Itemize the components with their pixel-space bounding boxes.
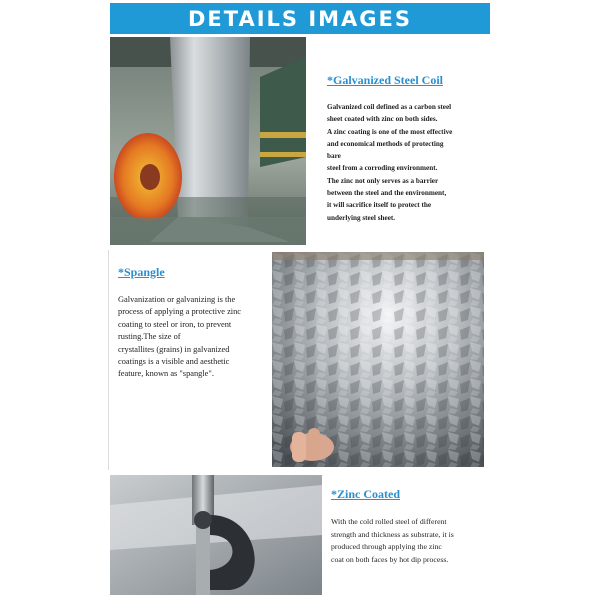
text-line: With the cold rolled steel of different	[331, 517, 447, 526]
section-divider	[108, 250, 109, 470]
spangle-photo	[272, 252, 484, 467]
text-line: steel from a corroding environment.	[327, 164, 438, 173]
text-line: and economical methods of protecting	[327, 139, 444, 148]
section-text-zinc	[331, 516, 454, 566]
banner-title: DETAILS IMAGES	[187, 6, 413, 31]
text-line: between the steel and the environment,	[327, 189, 447, 198]
text-line: A zinc coating is one of the most effective	[327, 127, 453, 136]
coil-photo	[110, 37, 306, 245]
text-line: coatings is a visible and aesthetic	[118, 357, 230, 367]
text-line: crystallites (grains) in galvanized	[118, 344, 230, 354]
section-heading-zinc: *Zinc Coated	[331, 487, 400, 501]
text-line: Galvanization or galvanizing is the	[118, 295, 236, 304]
text-line: it will sacrifice itself to protect the	[327, 201, 432, 210]
text-line: feature, known as "spangle".	[118, 369, 214, 379]
section-heading-coil: *Galvanized Steel Coil	[327, 73, 443, 87]
banner	[110, 3, 490, 34]
text-line: underlying steel sheet.	[327, 213, 396, 222]
text-line: strength and thickness as substrate, it is	[331, 529, 454, 539]
zinc-coated-photo	[110, 475, 322, 595]
section-text-coil	[327, 101, 452, 224]
section-text-spangle	[118, 294, 241, 381]
text-line: process of applying a protective zinc	[118, 307, 242, 317]
text-line: sheet coated with zinc on both sides.	[327, 115, 438, 124]
text-line: coat on both faces by hot dip process.	[331, 554, 449, 564]
text-line: produced through applying the zinc	[331, 542, 442, 551]
text-line: rusting.The size of	[118, 332, 181, 342]
text-line: coating to steel or iron, to prevent	[118, 319, 232, 329]
text-line: Galvanized coil defined as a carbon steel	[327, 103, 452, 111]
text-line: The zinc not only serves as a barrier	[327, 176, 439, 185]
text-line: bare	[327, 152, 341, 161]
section-heading-spangle: *Spangle	[118, 265, 165, 279]
